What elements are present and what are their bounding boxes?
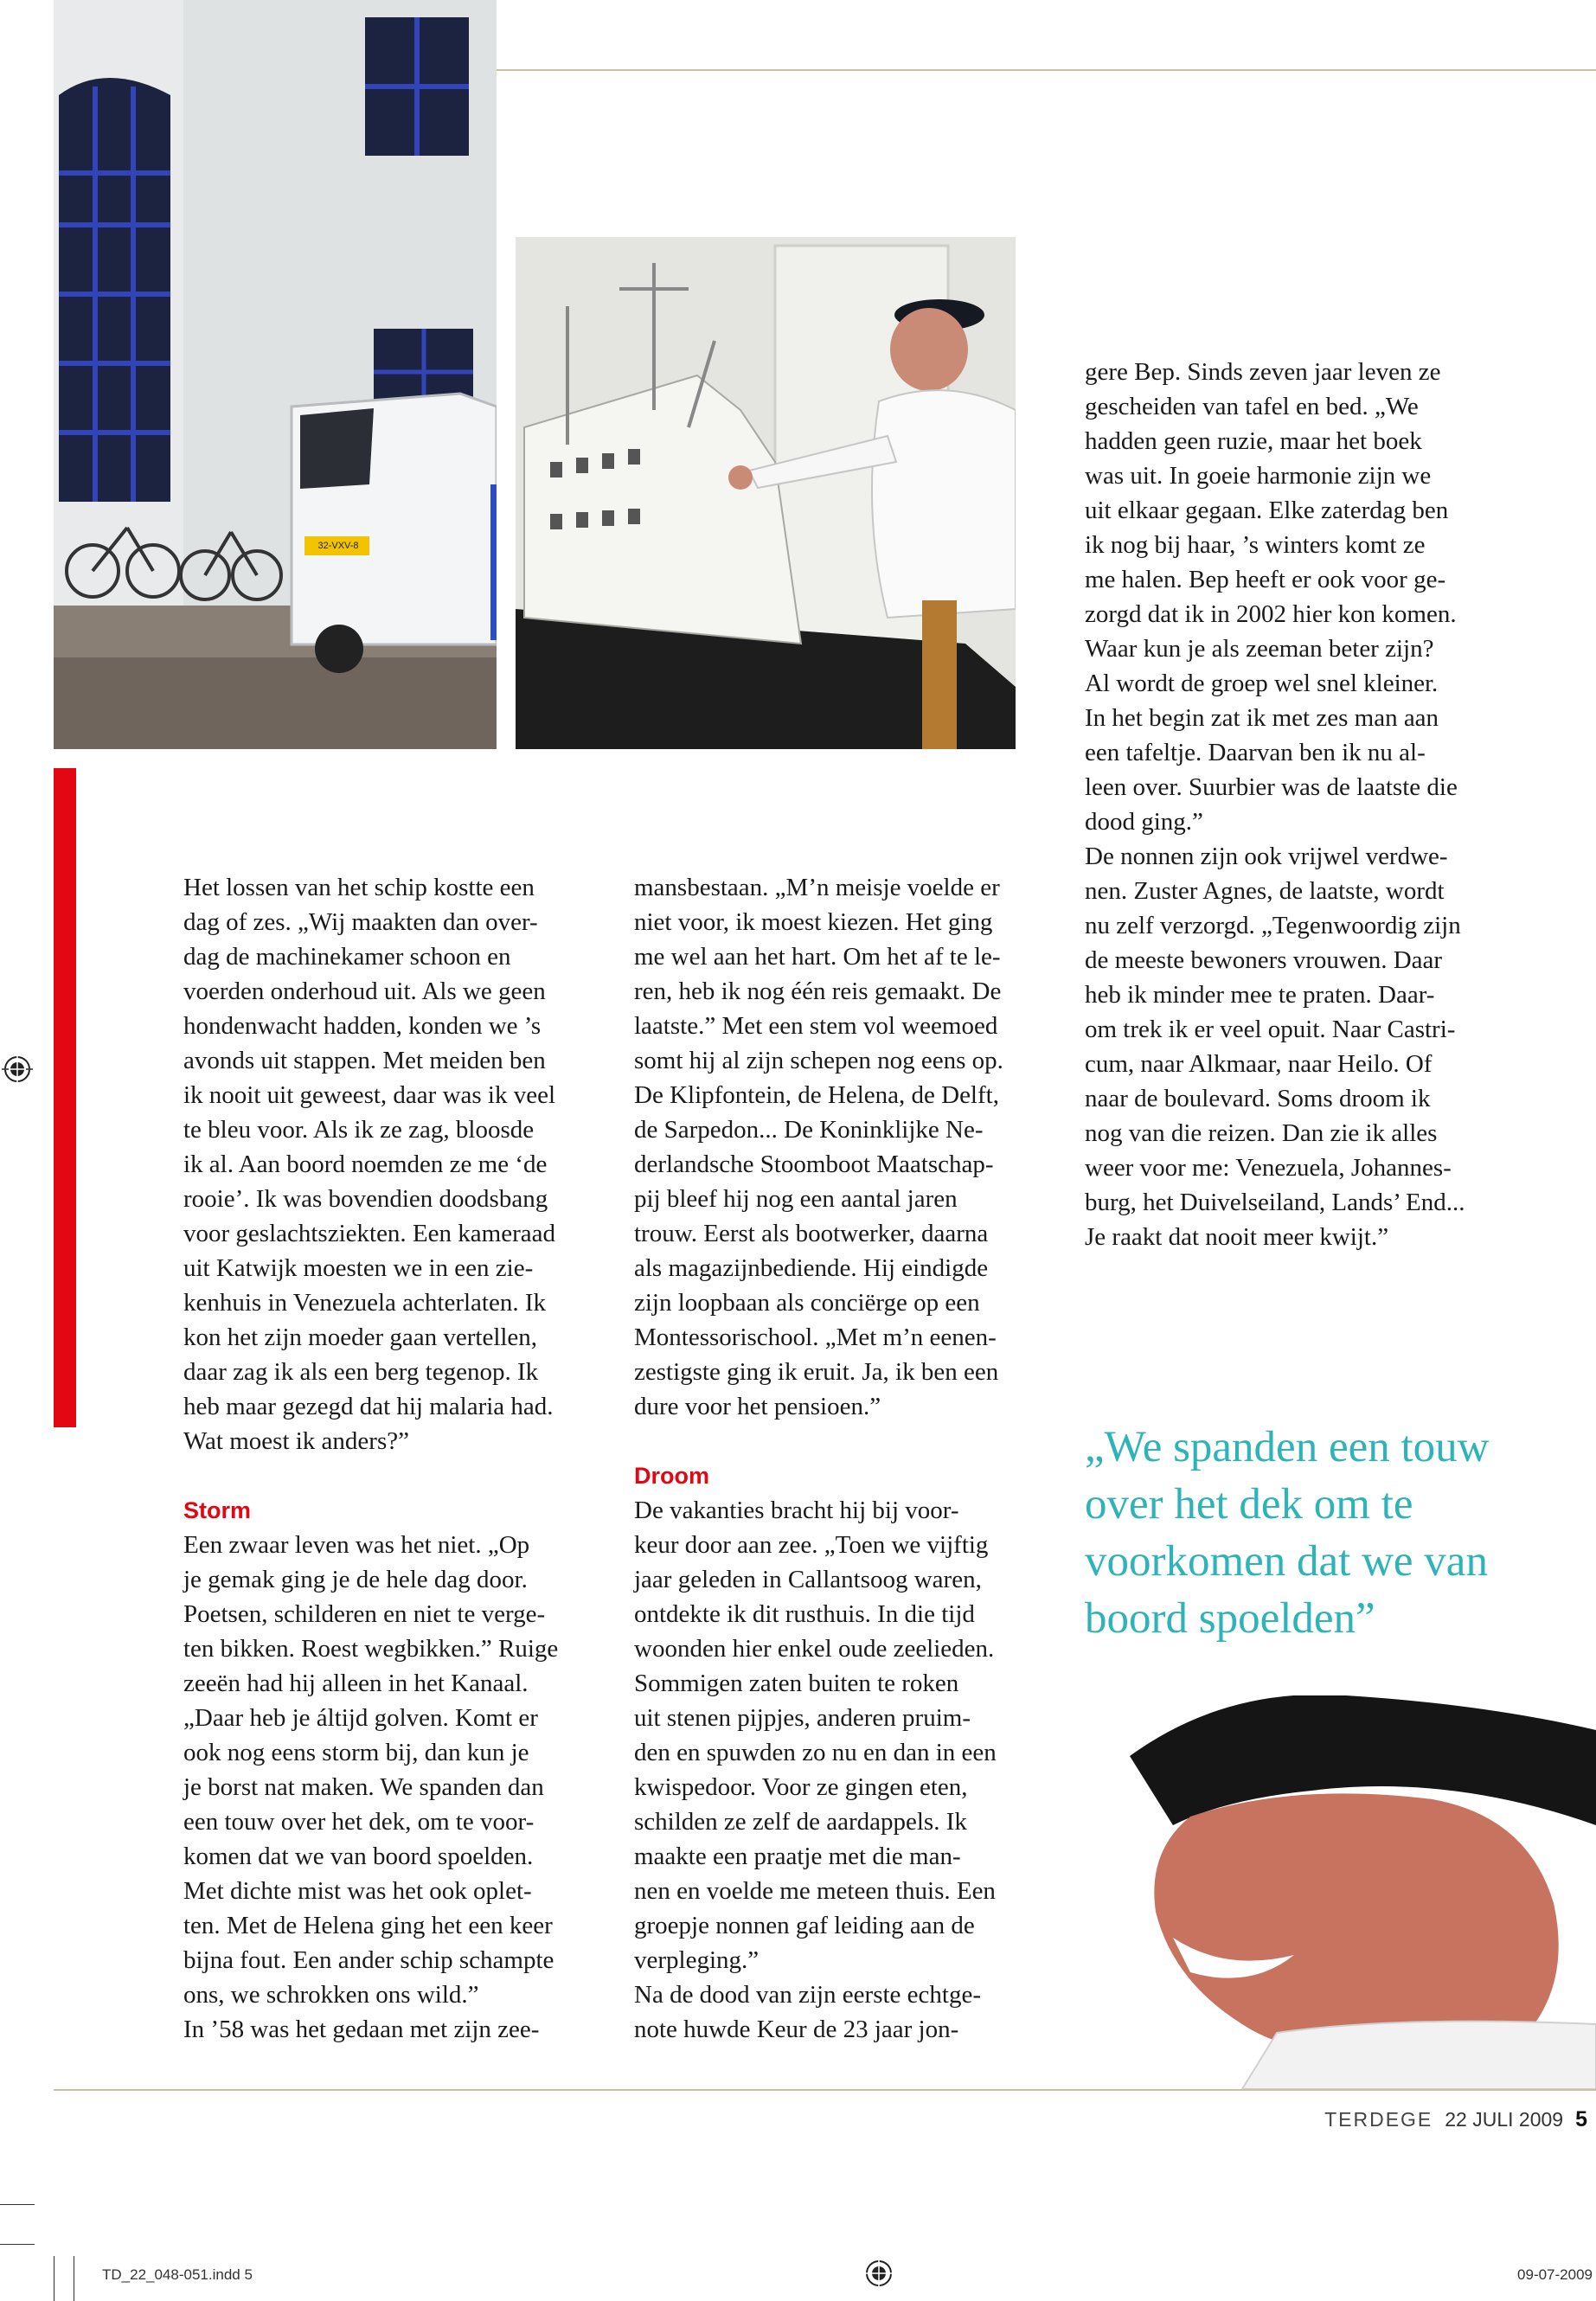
building-illustration — [54, 0, 497, 749]
subhead-storm: Storm — [183, 1497, 252, 1523]
col2-paragraph-1: mansbestaan. „M’n meisje voelde er niet voor, ik moest kiezen. Het ging me wel aan het hart. Om het af te le- ren, heb ik nog één reis gemaakt. De laatste.” Met een stem vol weemoed somt hij al zijn schepen nog eens op. De Klipfontein, de Helena, de Delft, de Sarpedon... De Koninklijke Ne- derlandsche Stoomboot Maatschap- pij bleef hij nog een aantal jaren trouw. Eerst als bootwerker, daarna als magazijnbediende. Hij eindigde zijn loopbaan als conciërge op een Montessorischool. „Met m’n eenen- zestigste ging ik eruit. Ja, ik ben een dure voor het pensioen.” — [634, 874, 1003, 1420]
crop-mark-h1 — [0, 2204, 35, 2205]
col1-paragraph-1: Het lossen van het schip kostte een dag of zes. „Wij maakten dan over- dag de machinekamer schoon en voerden onderhoud uit. Als we geen hondenwacht hadden, konden we ’s avonds uit stappen. Met meiden ben ik nooit uit geweest, daar was ik veel te bleu voor. Als ik ze zag, bloosde ik al. Aan boord noemden ze me ‘de rooie’. Ik was bovendien doodsbang voor geslachtsziekten. Een kameraad uit Katwijk moesten we in een zie- kenhuis in Venezuela achterlaten. Ik kon het zijn moeder gaan vertellen, daar zag ik als een berg tegenop. Ik heb maar gezegd dat hij malaria had. Wat moest ik anders?” — [183, 874, 556, 1455]
col3-paragraph-2: De nonnen zijn ook vrijwel verdwe- nen. Zuster Agnes, de laatste, wordt nu zelf verzorgd. „Tegenwoordig zijn de meeste bewoners vrouwen. Daar heb ik minder mee te praten. Daar- om trek ik er veel opuit. Naar Castri- cum, naar Alkmaar, naar Heilo. Of naar de boulevard. Soms droom ik nog van die reizen. Dan zie ik alles weer voor me: Venezuela, Johannes- burg, het Duivelseiland, Lands’ End... Je raakt dat nooit meer kwijt.” — [1085, 843, 1465, 1251]
red-accent-bar — [54, 768, 76, 1427]
col1-paragraph-2: Een zwaar leven was het niet. „Op je gemak ging je de hele dag door. Poetsen, schilderen en niet te verge- ten bikken. Roest wegbikken.” Ruige zeeën had hij alleen in het Kanaal. „Daar heb je áltijd golven. Komt er ook nog eens storm bij, dan kun je je borst nat maken. We spanden dan een touw over het dek, om te voor- komen dat we van boord spoelden. Met dichte mist was het ook oplet- ten. Met de Helena ging het een keer bijna fout. Een ander schip schampte ons, we schrokken ons wild.” In ’58 was het gedaan met zijn zee- — [183, 1531, 559, 2043]
page-footer — [1324, 2107, 1587, 2132]
pull-quote: „We spanden een touw over het dek om te voorkomen dat we van boord spoelden” — [1085, 1423, 1490, 1643]
photo-building-with-van — [54, 0, 497, 749]
page-number: 5 — [1575, 2107, 1587, 2131]
magazine-name: TERDEGE — [1324, 2108, 1433, 2131]
ship-model-illustration — [516, 237, 1016, 749]
registration-mark-icon — [2, 1054, 33, 1085]
article-column-1 — [183, 870, 616, 2047]
top-rule — [497, 69, 1596, 71]
bottom-rule — [54, 2089, 1596, 2091]
subhead-droom: Droom — [634, 1463, 709, 1489]
photo-portrait-smiling-man — [1121, 1695, 1596, 2089]
registration-mark-bottom-icon — [863, 2258, 894, 2289]
crop-mark-h2 — [0, 2244, 35, 2245]
col2-paragraph-2: De vakanties bracht hij bij voor- keur door aan zee. „Toen we vijftig jaar geleden in Callantsoog waren, ontdekte ik dit rusthuis. In die tijd woonden hier enkel oude zeelieden. Sommigen zaten buiten te roken uit stenen pijpjes, anderen pruim- den en spuwden zo nu en dan in een kwispedoor. Voor ze gingen eten, schilden ze zelf de aardappels. Ik maakte een praatje met die man- nen en voelde me meteen thuis. Een groepje nonnen gaf leiding aan de verpleging.” Na de dood van zijn eerste echtge- note huwde Keur de 23 jaar jon- — [634, 1497, 997, 2043]
slug-date: 09-07-2009 — [1517, 2266, 1593, 2283]
portrait-illustration — [1121, 1695, 1596, 2089]
article-column-2 — [634, 870, 1067, 2047]
photo-man-with-ship-model — [516, 237, 1016, 749]
slug-filename: TD_22_048-051.indd 5 — [102, 2266, 253, 2283]
article-column-3 — [1085, 355, 1552, 1254]
col3-paragraph-1: gere Bep. Sinds zeven jaar leven ze gescheiden van tafel en bed. „We hadden geen ruzie, maar het boek was uit. In goeie harmonie zijn we uit elkaar gegaan. Elke zaterdag ben ik nog bij haar, ’s winters komt ze me halen. Bep heeft er ook voor ge- zorgd dat ik in 2002 hier kon komen. Waar kun je als zeeman beter zijn? Al wordt de groep wel snel kleiner. In het begin zat ik met zes man aan een tafeltje. Daarvan ben ik nu al- leen over. Suurbier was de laatste die dood ging.” — [1085, 358, 1458, 836]
issue-date: 22 JULI 2009 — [1445, 2108, 1564, 2131]
van-license-plate: 32-VXV-8 — [317, 541, 359, 551]
